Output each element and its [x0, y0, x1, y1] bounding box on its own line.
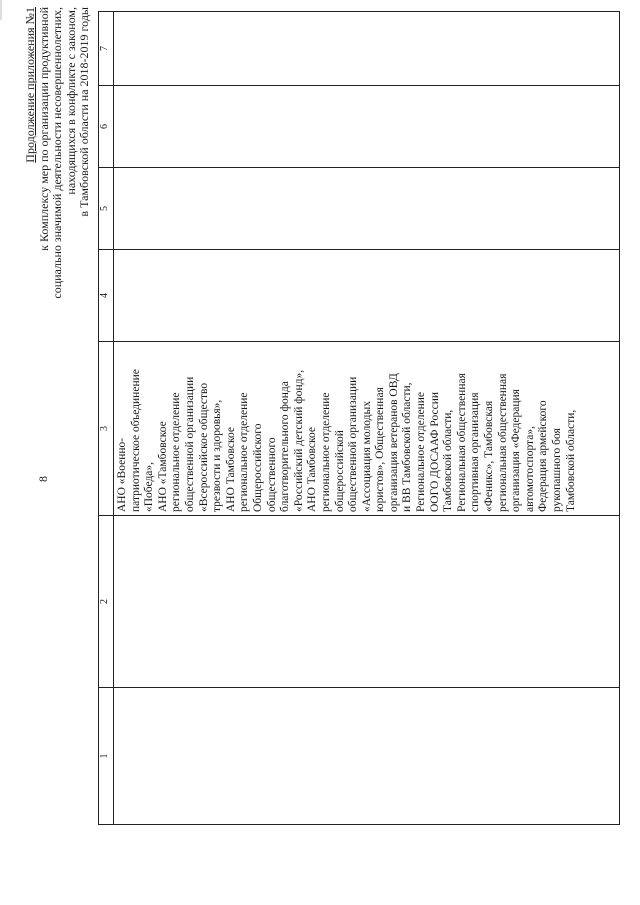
organization-line: автомотоспорта», [523, 426, 536, 512]
cell-col-4 [114, 250, 620, 342]
organization-line: патриотическое объединение [129, 369, 142, 512]
organization-line: общественного [265, 437, 278, 512]
organization-line: «Всероссийское общество [197, 382, 210, 512]
organization-line: общественной организации [183, 376, 196, 512]
cell-col-2 [114, 516, 620, 688]
organization-line: региональное отделение [170, 392, 183, 512]
organization-line: ООГО ДОСААФ России [428, 391, 441, 512]
organization-line: Федерация армейского [537, 400, 550, 512]
organization-line: организация ветеранов ОВД [387, 373, 400, 512]
header-line-1: Продолжение приложения №1 [23, 7, 37, 163]
cell-col-3 [114, 342, 620, 516]
organization-line: региональное отделение [319, 392, 332, 512]
organization-line: «Победа», [143, 461, 156, 512]
organization-line: общественной организации [347, 376, 360, 512]
organization-line: Тамбовской области, [564, 409, 577, 512]
measures-table [98, 11, 620, 825]
cell-col-1 [114, 688, 620, 825]
column-number-5: 5 [99, 168, 114, 250]
organization-line: «Ассоциация молодых [360, 401, 373, 512]
cell-col-5 [114, 168, 620, 250]
column-number-3: 3 [99, 342, 114, 516]
organization-line: региональное отделение [238, 392, 251, 512]
table-row [114, 12, 620, 825]
column-number-7: 7 [99, 12, 114, 86]
organization-line: Региональное отделение [415, 391, 428, 512]
organization-line: благотворительного фонда [279, 381, 292, 512]
organization-line: рукопашного боя [551, 428, 563, 512]
organization-line: Тамбовской области, [442, 409, 455, 512]
column-number-4: 4 [99, 250, 114, 342]
organization-line: Общероссийского [251, 423, 264, 512]
organization-line: общероссийской [333, 430, 346, 512]
header-line-2: к Комплексу мер по организации продуктивной [36, 7, 51, 251]
page-number: 8 [36, 476, 50, 482]
column-number-6: 6 [99, 86, 114, 168]
header-line-5: в Тамбовской области на 2018-2019 годы [77, 7, 91, 217]
cell-col-6 [114, 86, 620, 168]
column-number-2: 2 [99, 516, 114, 688]
cell-col-7 [114, 12, 620, 86]
organization-line: Региональная общественная [455, 373, 468, 512]
organization-line: региональная общественная [496, 373, 509, 512]
organization-line: АНО «Тамбовское [156, 421, 169, 512]
column-number-row [99, 12, 114, 825]
header-line-4: находящихся в конфликте с законом, [63, 7, 78, 195]
organization-line: и ВВ Тамбовской области, [401, 382, 414, 512]
organization-line: трезвости и здоровья», [211, 399, 224, 512]
organization-line: «Российский детский фонд», [292, 369, 305, 512]
organization-line: организация «Федерация [510, 389, 523, 512]
column-number-1: 1 [99, 688, 114, 825]
organization-line: АНО «Военно- [116, 437, 128, 512]
organization-line: юристов», Общественная [374, 387, 387, 512]
partner-organizations-list [114, 342, 580, 515]
organization-line: АНО Тамбовское [306, 427, 319, 512]
header-line-3: социально значимой деятельности несовершеннолетних, [50, 7, 64, 299]
appendix-header [24, 7, 92, 387]
organization-line: АНО Тамбовское [224, 427, 237, 512]
organization-line: спортивная организация [469, 392, 482, 512]
organization-line: «Феникс», Тамбовская [483, 400, 496, 512]
